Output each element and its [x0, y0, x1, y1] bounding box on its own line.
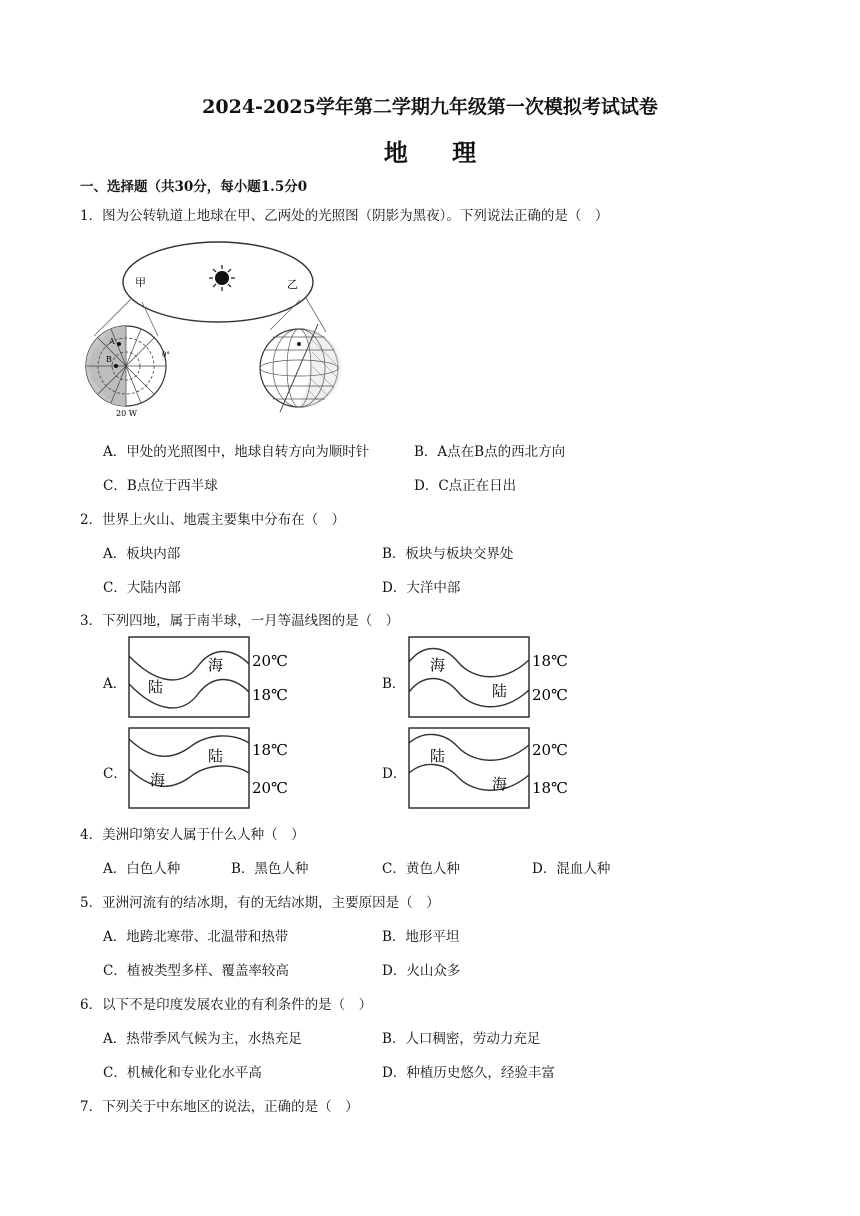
isotherm-map-b[interactable]	[408, 636, 578, 720]
label-20w: 20 W	[116, 409, 137, 418]
sun-icon	[209, 265, 235, 291]
map-c-lower-area: 海	[150, 771, 166, 789]
q3-option-d[interactable]: D．	[382, 766, 407, 782]
question-4-stem: 4．美洲印第安人属于什么人种（ ）	[80, 827, 305, 843]
subject-title: 地 理	[383, 138, 495, 167]
map-c-lower-temp: 20℃	[252, 779, 288, 797]
map-a-upper-area: 海	[208, 656, 224, 674]
label-0deg: 0°	[162, 351, 170, 359]
q5-option-d[interactable]: D．火山众多	[382, 963, 461, 979]
q6-option-d[interactable]: D．种植历史悠久，经验丰富	[382, 1065, 555, 1081]
q5-option-a[interactable]: A．地跨北寒带、北温带和热带	[103, 929, 289, 945]
q6-option-a[interactable]: A．热带季风气候为主，水热充足	[103, 1031, 302, 1047]
map-d-lower-temp: 18℃	[532, 779, 568, 797]
q1-option-b[interactable]: B．A点在B点的西北方向	[414, 444, 566, 460]
globe-jia	[86, 326, 170, 418]
isotherm-map-c[interactable]	[128, 727, 298, 811]
q4-option-c[interactable]: C．黄色人种	[382, 861, 460, 877]
map-d-upper-temp: 20℃	[532, 741, 568, 759]
map-a-upper-temp: 20℃	[252, 652, 288, 670]
map-a-lower-temp: 18℃	[252, 686, 288, 704]
q3-option-b[interactable]: B．	[382, 676, 406, 692]
map-d-lower-area: 海	[492, 775, 508, 793]
question-7-stem: 7．下列关于中东地区的说法，正确的是（ ）	[80, 1099, 359, 1115]
question-3-stem: 3．下列四地，属于南半球，一月等温线图的是（ ）	[80, 613, 400, 629]
q5-option-c[interactable]: C．植被类型多样、覆盖率较高	[103, 963, 289, 979]
map-d-upper-area: 陆	[430, 747, 446, 765]
q2-option-a[interactable]: A．板块内部	[103, 546, 181, 562]
label-yi: 乙	[287, 278, 298, 291]
question-6-stem: 6．以下不是印度发展农业的有利条件的是（ ）	[80, 997, 373, 1013]
map-a-lower-area: 陆	[148, 678, 164, 696]
map-b-lower-temp: 20℃	[532, 686, 568, 704]
exam-title: 2024-2025学年第二学期九年级第一次模拟考试试卷	[202, 96, 658, 118]
earth-orbit-figure	[80, 228, 350, 423]
label-a: A	[109, 337, 115, 346]
q4-option-a[interactable]: A．白色人种	[103, 861, 181, 877]
q2-option-d[interactable]: D．大洋中部	[382, 580, 461, 596]
q2-option-c[interactable]: C．大陆内部	[103, 580, 181, 596]
map-b-upper-temp: 18℃	[532, 652, 568, 670]
question-5-stem: 5．亚洲河流有的结冰期，有的无结冰期，主要原因是（ ）	[80, 895, 440, 911]
q5-option-b[interactable]: B．地形平坦	[382, 929, 460, 945]
q2-option-b[interactable]: B．板块与板块交界处	[382, 546, 514, 562]
q6-option-b[interactable]: B．人口稠密，劳动力充足	[382, 1031, 541, 1047]
isotherm-map-a[interactable]	[128, 636, 298, 720]
section-heading: 一、选择题（共30分，每小题1.5分0	[80, 179, 308, 195]
map-c-upper-temp: 18℃	[252, 741, 288, 759]
q4-option-d[interactable]: D．混血人种	[532, 861, 611, 877]
q6-option-c[interactable]: C．机械化和专业化水平高	[103, 1065, 262, 1081]
q4-option-b[interactable]: B．黑色人种	[231, 861, 309, 877]
map-c-upper-area: 陆	[208, 747, 224, 765]
map-b-lower-area: 陆	[492, 682, 508, 700]
q1-option-d[interactable]: D．C点正在日出	[414, 478, 517, 494]
q1-option-a[interactable]: A．甲处的光照图中，地球自转方向为顺时针	[103, 444, 370, 460]
q3-option-c[interactable]: C．	[103, 766, 127, 782]
question-1-stem: 1．图为公转轨道上地球在甲、乙两处的光照图（阴影为黑夜）。下列说法正确的是（ ）	[80, 208, 609, 224]
map-b-upper-area: 海	[430, 656, 446, 674]
label-b: B	[106, 355, 112, 364]
q1-option-c[interactable]: C．B点位于西半球	[103, 478, 218, 494]
label-jia: 甲	[135, 276, 146, 289]
globe-yi	[260, 324, 341, 412]
q3-option-a[interactable]: A．	[103, 676, 127, 692]
isotherm-map-d[interactable]	[408, 727, 578, 811]
question-2-stem: 2．世界上火山、地震主要集中分布在（ ）	[80, 512, 346, 528]
